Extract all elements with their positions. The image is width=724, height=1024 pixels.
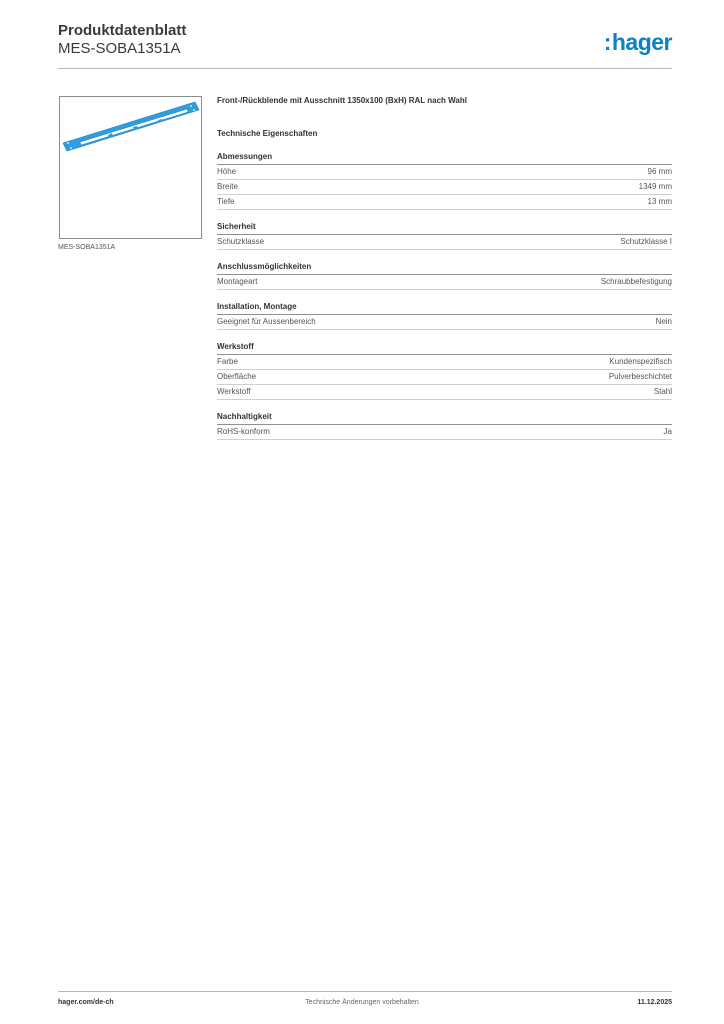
hager-logo[interactable]	[604, 30, 672, 54]
section-anschluss	[217, 262, 672, 290]
front-panel-illustration-icon	[60, 97, 201, 238]
row-value: Kundenspezifisch	[609, 357, 672, 366]
row-value: Ja	[663, 427, 672, 436]
row-value: Pulverbeschichtet	[608, 372, 672, 381]
table-row	[217, 165, 672, 180]
section-abmessungen	[217, 152, 672, 210]
row-label: Schutzklasse	[217, 237, 265, 246]
section-title: Werkstoff	[217, 342, 672, 355]
footer-disclaimer: Technische Änderungen vorbehalten	[305, 999, 419, 1006]
table-row	[217, 235, 672, 250]
section-sicherheit	[217, 222, 672, 250]
row-label: Breite	[217, 182, 238, 191]
footer-website-link[interactable]: hager.com/de-ch	[58, 999, 114, 1006]
section-title: Anschlussmöglichkeiten	[217, 262, 672, 275]
header-divider	[58, 68, 672, 69]
row-label: Tiefe	[217, 197, 235, 206]
product-description: Front-/Rückblende mit Ausschnitt 1350x100 (BxH) RAL nach Wahl	[217, 96, 467, 105]
footer-divider	[58, 991, 672, 992]
table-row	[217, 180, 672, 195]
section-title: Abmessungen	[217, 152, 672, 165]
section-installation	[217, 302, 672, 330]
footer-date: 11.12.2025	[637, 999, 672, 1006]
row-value: 96 mm	[647, 167, 672, 176]
row-value: Schutzklasse I	[620, 237, 672, 246]
row-value: 13 mm	[647, 197, 672, 206]
row-value: Stahl	[653, 387, 672, 396]
table-row	[217, 275, 672, 290]
logo-dots-icon: :	[603, 29, 611, 55]
row-label: Montageart	[217, 277, 258, 286]
row-label: Farbe	[217, 357, 238, 366]
table-row	[217, 370, 672, 385]
product-code: MES-SOBA1351A	[58, 40, 181, 57]
logo-text: hager	[611, 29, 672, 55]
row-label: Höhe	[217, 167, 237, 176]
product-image	[59, 96, 202, 239]
section-title: Installation, Montage	[217, 302, 672, 315]
row-label: Oberfläche	[217, 372, 257, 381]
section-title: Nachhaltigkeit	[217, 412, 672, 425]
row-label: RoHS-konform	[217, 427, 270, 436]
image-caption: MES-SOBA1351A	[58, 244, 116, 251]
product-details	[217, 96, 672, 452]
row-label: Werkstoff	[217, 387, 251, 396]
section-title: Sicherheit	[217, 222, 672, 235]
table-row	[217, 355, 672, 370]
table-row	[217, 195, 672, 210]
row-value: 1349 mm	[638, 182, 672, 191]
row-label: Geeignet für Aussenbereich	[217, 317, 316, 326]
row-value: Nein	[655, 317, 672, 326]
section-werkstoff	[217, 342, 672, 400]
tech-properties-heading: Technische Eigenschaften	[217, 129, 318, 138]
row-value: Schraubbefestigung	[600, 277, 672, 286]
table-row	[217, 315, 672, 330]
page-title: Produktdatenblatt	[58, 22, 187, 39]
table-row	[217, 385, 672, 400]
table-row	[217, 425, 672, 440]
section-nachhaltigkeit	[217, 412, 672, 440]
header	[58, 22, 186, 58]
